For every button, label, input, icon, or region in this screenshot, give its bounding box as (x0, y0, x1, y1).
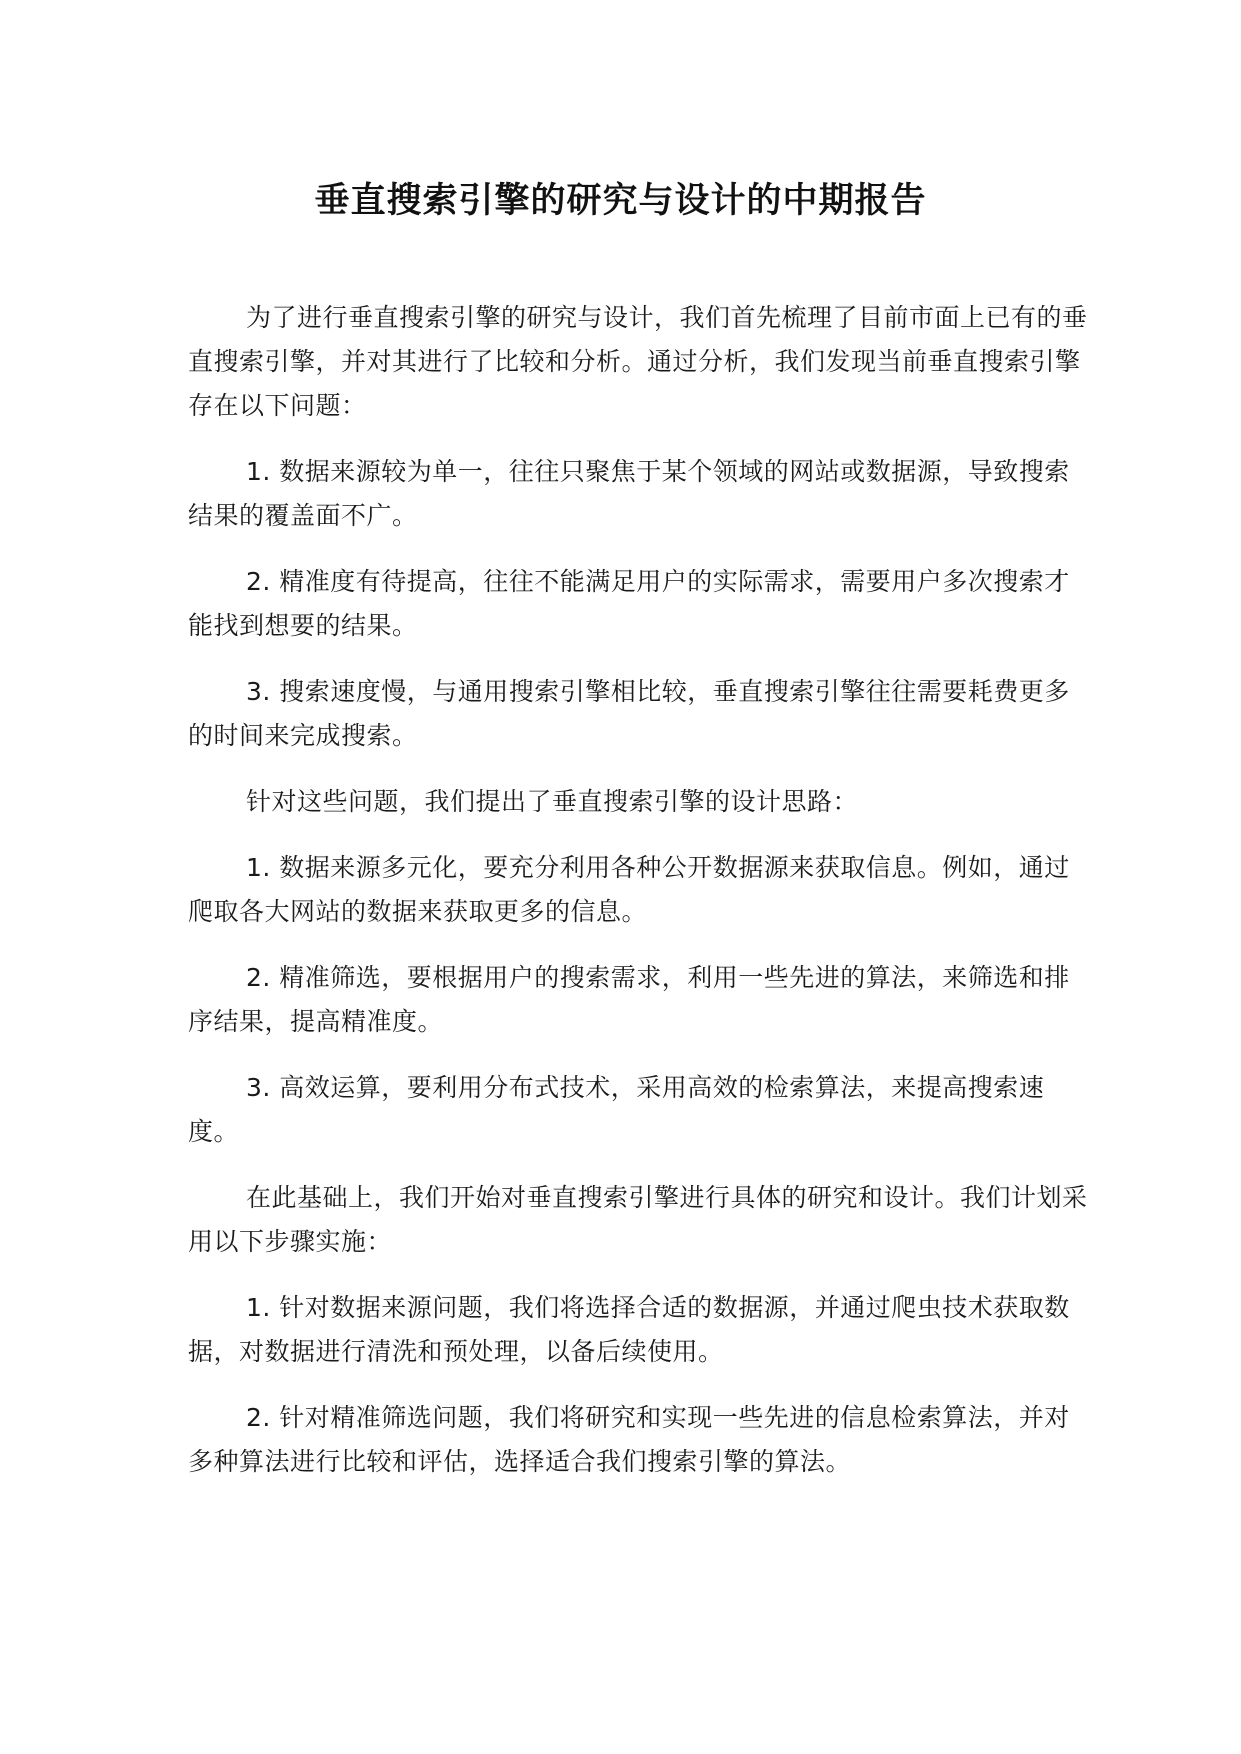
document-body (188, 296, 1088, 1506)
paragraph-design-2: 2. 精准筛选，要根据用户的搜索需求，利用一些先进的算法，来筛选和排序结果，提高精准度。 (188, 963, 1070, 1036)
document-title: 垂直搜索引擎的研究与设计的中期报告 (314, 181, 927, 221)
paragraph-design-1: 1. 数据来源多元化，要充分利用各种公开数据源来获取信息。例如，通过爬取各大网站的数据来获取更多的信息。 (188, 853, 1070, 926)
paragraph-problem-2: 2. 精准度有待提高，往往不能满足用户的实际需求，需要用户多次搜索才能找到想要的结果。 (188, 567, 1070, 640)
paragraph-plan-intro: 在此基础上，我们开始对垂直搜索引擎进行具体的研究和设计。我们计划采用以下步骤实施： (188, 1183, 1088, 1256)
paragraph-plan-2: 2. 针对精准筛选问题，我们将研究和实现一些先进的信息检索算法，并对多种算法进行比较和评估，选择适合我们搜索引擎的算法。 (188, 1403, 1070, 1476)
paragraph-plan-1: 1. 针对数据来源问题，我们将选择合适的数据源，并通过爬虫技术获取数据，对数据进行清洗和预处理，以备后续使用。 (188, 1293, 1070, 1366)
paragraph-problem-3: 3. 搜索速度慢，与通用搜索引擎相比较，垂直搜索引擎往往需要耗费更多的时间来完成搜索。 (188, 677, 1070, 750)
paragraph-problem-1: 1. 数据来源较为单一，往往只聚焦于某个领域的网站或数据源，导致搜索结果的覆盖面不广。 (188, 457, 1070, 530)
paragraph-design-3: 3. 高效运算，要利用分布式技术，采用高效的检索算法，来提高搜索速度。 (188, 1073, 1045, 1146)
paragraph-intro: 为了进行垂直搜索引擎的研究与设计，我们首先梳理了目前市面上已有的垂直搜索引擎，并对其进行了比较和分析。通过分析，我们发现当前垂直搜索引擎存在以下问题： (188, 303, 1088, 420)
paragraph-design-intro: 针对这些问题，我们提出了垂直搜索引擎的设计思路： (246, 787, 859, 816)
